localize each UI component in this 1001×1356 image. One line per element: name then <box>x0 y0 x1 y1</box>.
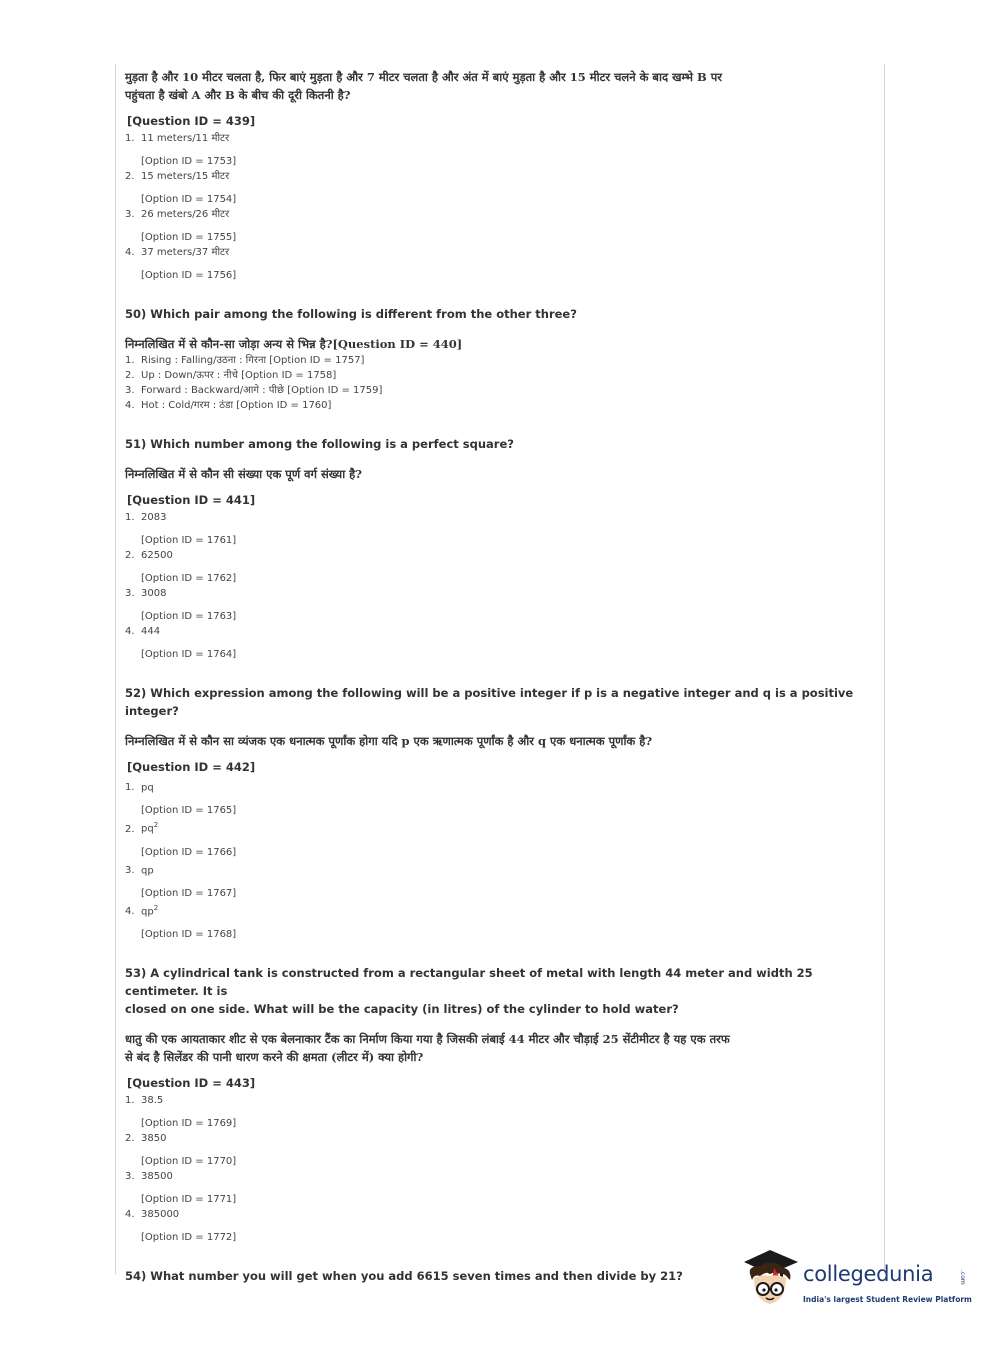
option-number: 1. <box>125 355 135 366</box>
option-id: [Option ID = 1770] <box>141 1156 237 1168</box>
option-number: 4. <box>125 400 135 411</box>
question-51 <box>125 435 873 662</box>
option-text: 11 meters/11 मीटर <box>141 133 230 144</box>
question-hindi-text: निम्नलिखित में से कौन सी संख्या एक पूर्ण वर्ग संख्या है? <box>125 467 363 481</box>
student-mascot-icon <box>740 1248 804 1314</box>
option-number: 4. <box>125 906 135 918</box>
option-number: 1. <box>125 512 135 523</box>
option-text: 38500 <box>141 1171 173 1183</box>
option-text: Up : Down/ऊपर : नीचे [Option ID = 1758] <box>141 370 337 381</box>
option-text: Hot : Cold/गरम : ठंडा [Option ID = 1760] <box>141 400 332 411</box>
option-item <box>125 1169 873 1207</box>
question-53 <box>125 964 873 1245</box>
question-50 <box>125 305 873 413</box>
option-number: 2. <box>125 550 135 561</box>
option-item <box>125 398 873 413</box>
question-id: [Question ID = 439] <box>127 114 256 128</box>
right-margin-rule <box>884 64 885 1274</box>
question-english-text: 51) Which number among the following is a perfect square? <box>125 437 514 451</box>
option-id: [Option ID = 1766] <box>141 846 237 858</box>
option-id: [Option ID = 1769] <box>141 1118 237 1130</box>
option-id: [Option ID = 1763] <box>141 611 237 622</box>
option-item <box>125 860 873 901</box>
option-exponent: 2 <box>153 821 159 830</box>
option-number: 3. <box>125 864 135 876</box>
option-id: [Option ID = 1756] <box>141 270 237 281</box>
option-number: 4. <box>125 626 135 637</box>
option-text: pq <box>141 823 154 835</box>
question-hindi-text: धातु की एक आयताकार शीट से एक बेलनाकार टैंक का निर्माण किया गया है जिसकी लंबाई 44 मीटर और चौड़ाई 25 सेंटीमीटर है यह एक तरफ <box>125 1032 730 1047</box>
option-number: 2. <box>125 823 135 835</box>
option-item <box>125 818 873 859</box>
option-list <box>125 131 873 283</box>
option-text: 3850 <box>141 1133 167 1145</box>
option-item <box>125 901 873 942</box>
option-text: 2083 <box>141 512 167 523</box>
option-number: 4. <box>125 247 135 258</box>
option-text: Rising : Falling/उठना : गिरना [Option ID = 1757] <box>141 355 365 366</box>
option-exponent: 2 <box>153 903 159 912</box>
option-id: [Option ID = 1771] <box>141 1194 237 1206</box>
option-text: 37 meters/37 मीटर <box>141 247 230 258</box>
question-49 <box>125 68 873 283</box>
option-item <box>125 586 873 624</box>
question-hindi-text: मुड़ता है और 10 मीटर चलता है, फिर बाएं मुड़ता है और 7 मीटर चलता है और अंत में बाएं मुड़ता है और 15 मीटर चलने के बाद खम्भे B पर <box>125 70 722 84</box>
option-text: pq <box>141 782 154 794</box>
question-english-text: 50) Which pair among the following is different from the other three? <box>125 307 577 321</box>
logo-dotcom: .com <box>959 1270 966 1285</box>
question-english-text: 52) Which expression among the following will be a positive integer if p is a negative integer and q is a positive integer? <box>125 686 854 718</box>
option-item <box>125 169 873 207</box>
option-item <box>125 624 873 662</box>
option-text: 3008 <box>141 588 167 599</box>
logo-wordmark: collegedunia <box>803 1262 934 1286</box>
option-item <box>125 1093 873 1131</box>
option-number: 4. <box>125 1209 135 1221</box>
question-hindi-text: से बंद है सिलेंडर की पानी धारण करने की क्षमता (लीटर में) क्या होगी? <box>125 1050 424 1065</box>
option-item <box>125 510 873 548</box>
option-text: 444 <box>141 626 161 637</box>
option-id: [Option ID = 1754] <box>141 194 237 205</box>
question-hindi-text: निम्नलिखित में से कौन सा व्यंजक एक धनात्मक पूर्णांक होगा यदि p एक ऋणात्मक पूर्णांक है और q एक धनात्मक पूर्णांक है? <box>125 734 653 748</box>
option-id: [Option ID = 1762] <box>141 573 237 584</box>
option-text: 385000 <box>141 1209 180 1221</box>
option-item <box>125 353 873 368</box>
left-margin-rule <box>115 64 116 1274</box>
option-item <box>125 131 873 169</box>
option-item <box>125 245 873 283</box>
question-52 <box>125 684 873 942</box>
option-text: Forward : Backward/आगे : पीछे [Option ID = 1759] <box>141 385 383 396</box>
question-hindi-text: पहुंचता है खंबो A और B के बीच की दूरी कितनी है? <box>125 88 351 102</box>
option-number: 1. <box>125 782 135 794</box>
question-id: [Question ID = 443] <box>127 1076 256 1091</box>
option-id: [Option ID = 1772] <box>141 1232 237 1244</box>
option-text: 15 meters/15 मीटर <box>141 171 230 182</box>
option-id: [Option ID = 1755] <box>141 232 237 243</box>
option-number: 2. <box>125 1133 135 1145</box>
option-item <box>125 368 873 383</box>
collegedunia-logo <box>740 1248 975 1320</box>
option-list <box>125 1093 873 1245</box>
option-item <box>125 1131 873 1169</box>
option-number: 3. <box>125 588 135 599</box>
option-id: [Option ID = 1761] <box>141 535 237 546</box>
option-number: 3. <box>125 1171 135 1183</box>
option-text: 38.5 <box>141 1095 164 1107</box>
option-number: 2. <box>125 171 135 182</box>
question-id: [Question ID = 441] <box>127 493 256 507</box>
option-item <box>125 777 873 818</box>
option-id: [Option ID = 1764] <box>141 649 237 660</box>
option-number: 1. <box>125 133 135 144</box>
option-text: qp <box>141 906 154 918</box>
option-number: 3. <box>125 385 135 396</box>
option-list <box>125 510 873 662</box>
option-number: 1. <box>125 1095 135 1107</box>
option-list <box>125 777 873 942</box>
option-id: [Option ID = 1753] <box>141 156 237 167</box>
question-paper-content <box>125 68 873 1285</box>
option-number: 2. <box>125 370 135 381</box>
question-hindi-text: निम्नलिखित में से कौन-सा जोड़ा अन्य से भिन्न है?[Question ID = 440] <box>125 337 463 351</box>
option-item <box>125 207 873 245</box>
option-id: [Option ID = 1765] <box>141 805 237 817</box>
option-number: 3. <box>125 209 135 220</box>
question-english-text: 53) A cylindrical tank is constructed from a rectangular sheet of metal with length 44 meter and width 25 centimeter. It is <box>125 966 813 999</box>
question-english-text: 54) What number you will get when you add 6615 seven times and then divide by 21? <box>125 1269 683 1284</box>
option-text: 62500 <box>141 550 173 561</box>
option-id: [Option ID = 1767] <box>141 887 237 899</box>
option-text: qp <box>141 864 154 876</box>
option-item <box>125 548 873 586</box>
question-id: [Question ID = 442] <box>127 760 256 774</box>
option-list <box>125 353 873 413</box>
option-item <box>125 1207 873 1245</box>
logo-tagline: India's largest Student Review Platform <box>803 1295 972 1304</box>
option-id: [Option ID = 1768] <box>141 929 237 941</box>
option-text: 26 meters/26 मीटर <box>141 209 230 220</box>
option-item <box>125 383 873 398</box>
question-english-text: closed on one side. What will be the capacity (in litres) of the cylinder to hold water? <box>125 1002 679 1017</box>
